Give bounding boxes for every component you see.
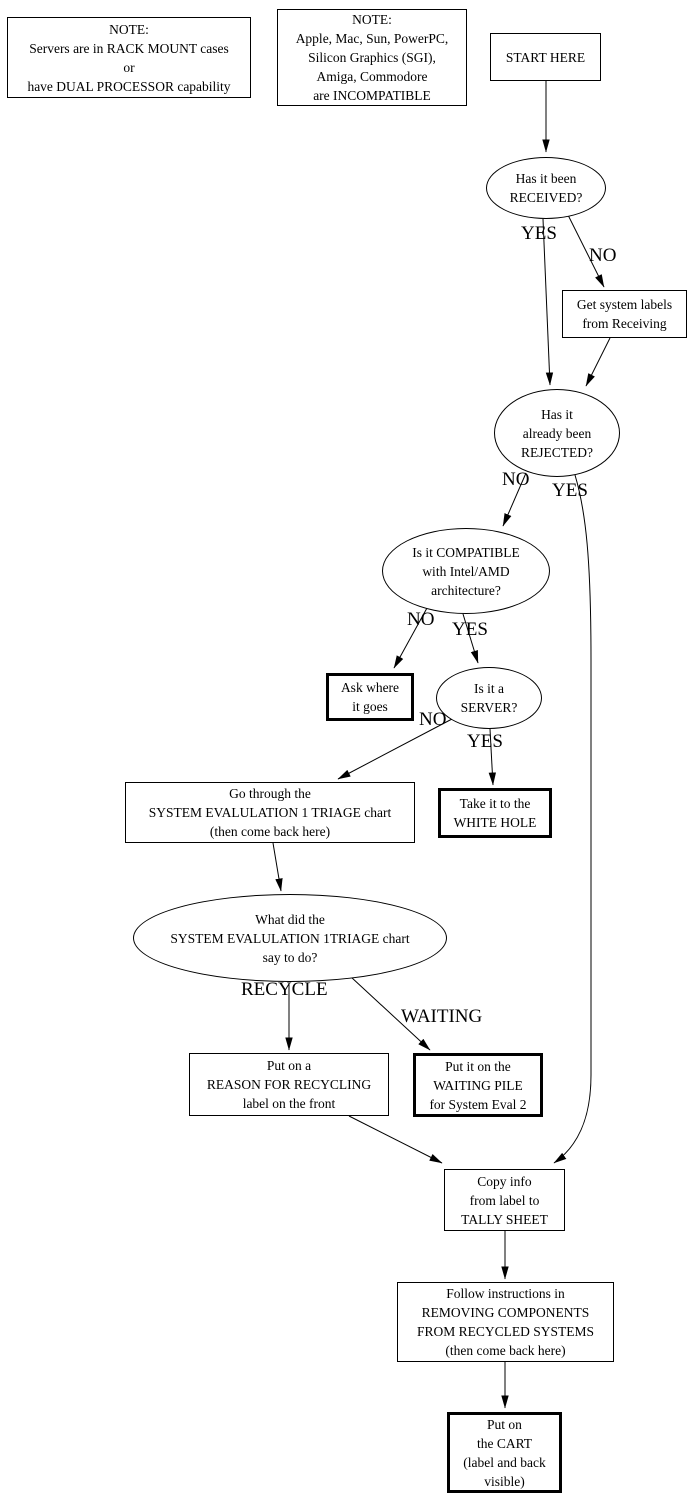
node-put-on-cart (447, 1412, 562, 1493)
node-what-did-triage-chart-say-line: What did the (255, 911, 325, 927)
node-put-on-cart-line: Put on (487, 1416, 522, 1432)
node-go-through-triage-chart (125, 782, 415, 843)
node-what-did-triage-chart-say-line: SYSTEM EVALULATION 1TRIAGE chart (170, 930, 410, 946)
node-follow-removing-components-line: FROM RECYCLED SYSTEMS (416, 1324, 595, 1339)
note-rack-mount-line: Servers are in RACK MOUNT cases (29, 40, 229, 56)
node-reason-for-recycling-label (189, 1053, 389, 1116)
edge-label-server-no: NO (419, 709, 447, 730)
node-already-been-rejected-line: Has it (541, 406, 573, 422)
node-copy-info-tally-sheet (444, 1169, 565, 1231)
node-put-on-cart-line: (label and back (463, 1454, 546, 1470)
note-rack-mount-line: have DUAL PROCESSOR capability (27, 78, 231, 94)
node-get-system-labels (562, 290, 687, 338)
node-get-system-labels-line: Get system labels (576, 297, 673, 312)
node-ask-where-it-goes-line: Ask where (340, 680, 400, 695)
edge-gothrough-to-whatdid (273, 843, 281, 891)
edge-label-rejected-no: NO (502, 469, 530, 490)
node-go-through-triage-chart-line: Go through the (229, 786, 311, 801)
node-waiting-pile-line: Put it on the (445, 1058, 511, 1074)
node-start-here-text: START HERE (505, 49, 586, 65)
node-take-it-to-white-hole-line: Take it to the (459, 796, 531, 811)
note-incompatible-line: Silicon Graphics (SGI), (308, 50, 436, 65)
node-go-through-triage-chart-line: (then come back here) (209, 824, 331, 839)
edge-label-received-no: NO (589, 245, 617, 266)
node-what-did-triage-chart-say (133, 894, 447, 982)
node-reason-for-recycling-label-line: label on the front (242, 1096, 336, 1111)
note-incompatible-line: Amiga, Commodore (316, 69, 428, 84)
edge-label-compatible-yes: YES (452, 619, 488, 640)
node-follow-removing-components-line: Follow instructions in (446, 1286, 565, 1301)
node-take-it-to-white-hole (438, 788, 552, 838)
note-incompatible-line: NOTE: (352, 12, 392, 27)
edge-label-waiting: WAITING (401, 1006, 483, 1027)
node-start-here (490, 33, 601, 81)
node-already-been-rejected-line: REJECTED? (521, 444, 593, 460)
node-reason-for-recycling-label-line: REASON FOR RECYCLING (206, 1077, 372, 1092)
node-get-system-labels-line: from Receiving (582, 316, 667, 331)
edge-label-recycle: RECYCLE (241, 979, 328, 1000)
node-is-it-a-server-line: SERVER? (460, 700, 518, 715)
node-has-it-been-received-line: RECEIVED? (509, 190, 583, 205)
node-waiting-pile-line: for System Eval 2 (429, 1096, 527, 1112)
node-has-it-been-received-line: Has it been (515, 171, 577, 186)
node-follow-removing-components-line: REMOVING COMPONENTS (421, 1305, 590, 1320)
node-follow-removing-components-line: (then come back here) (445, 1343, 566, 1358)
node-follow-removing-components (397, 1282, 614, 1362)
node-is-it-compatible-line: architecture? (431, 582, 501, 598)
note-incompatible-line: are INCOMPATIBLE (313, 88, 431, 103)
edge-label-server-yes: YES (467, 731, 503, 752)
node-put-on-cart-line: the CART (476, 1435, 533, 1451)
node-what-did-triage-chart-say-line: say to do? (262, 949, 318, 965)
edge-label-compatible-no: NO (407, 609, 435, 630)
node-already-been-rejected (494, 389, 620, 477)
node-ask-where-it-goes-line: it goes (352, 699, 388, 714)
node-has-it-been-received (486, 157, 606, 219)
edge-label-received-yes: YES (521, 223, 557, 244)
node-waiting-pile (413, 1053, 543, 1117)
node-ask-where-it-goes (326, 673, 414, 721)
node-reason-for-recycling-label-line: Put on a (266, 1058, 312, 1073)
note-incompatible-line: Apple, Mac, Sun, PowerPC, (295, 31, 449, 46)
note-rack-mount-line: NOTE: (109, 21, 149, 37)
node-copy-info-tally-sheet-line: from label to (469, 1192, 540, 1208)
edge-reason-to-copyinfo (349, 1116, 442, 1163)
node-already-been-rejected-line: already been (522, 425, 592, 441)
node-go-through-triage-chart-line: SYSTEM EVALULATION 1 TRIAGE chart (148, 805, 392, 820)
note-rack-mount-line: or (123, 59, 135, 75)
note-rack-mount (7, 17, 251, 98)
node-copy-info-tally-sheet-line: TALLY SHEET (461, 1211, 548, 1227)
node-take-it-to-white-hole-line: WHITE HOLE (453, 815, 537, 830)
node-is-it-compatible (382, 528, 550, 614)
node-is-it-compatible-line: with Intel/AMD (422, 563, 510, 579)
node-put-on-cart-line: visible) (484, 1473, 525, 1489)
node-is-it-a-server (436, 667, 542, 729)
edge-label-rejected-yes: YES (552, 480, 588, 501)
node-waiting-pile-line: WAITING PILE (433, 1077, 523, 1093)
edge-getlabels-to-rejected (586, 338, 610, 386)
node-is-it-compatible-line: Is it COMPATIBLE (412, 544, 520, 560)
edge-rejected-yes-to-copyinfo (554, 475, 591, 1163)
node-is-it-a-server-line: Is it a (474, 681, 504, 696)
node-copy-info-tally-sheet-line: Copy info (477, 1173, 532, 1189)
note-incompatible (277, 9, 467, 106)
